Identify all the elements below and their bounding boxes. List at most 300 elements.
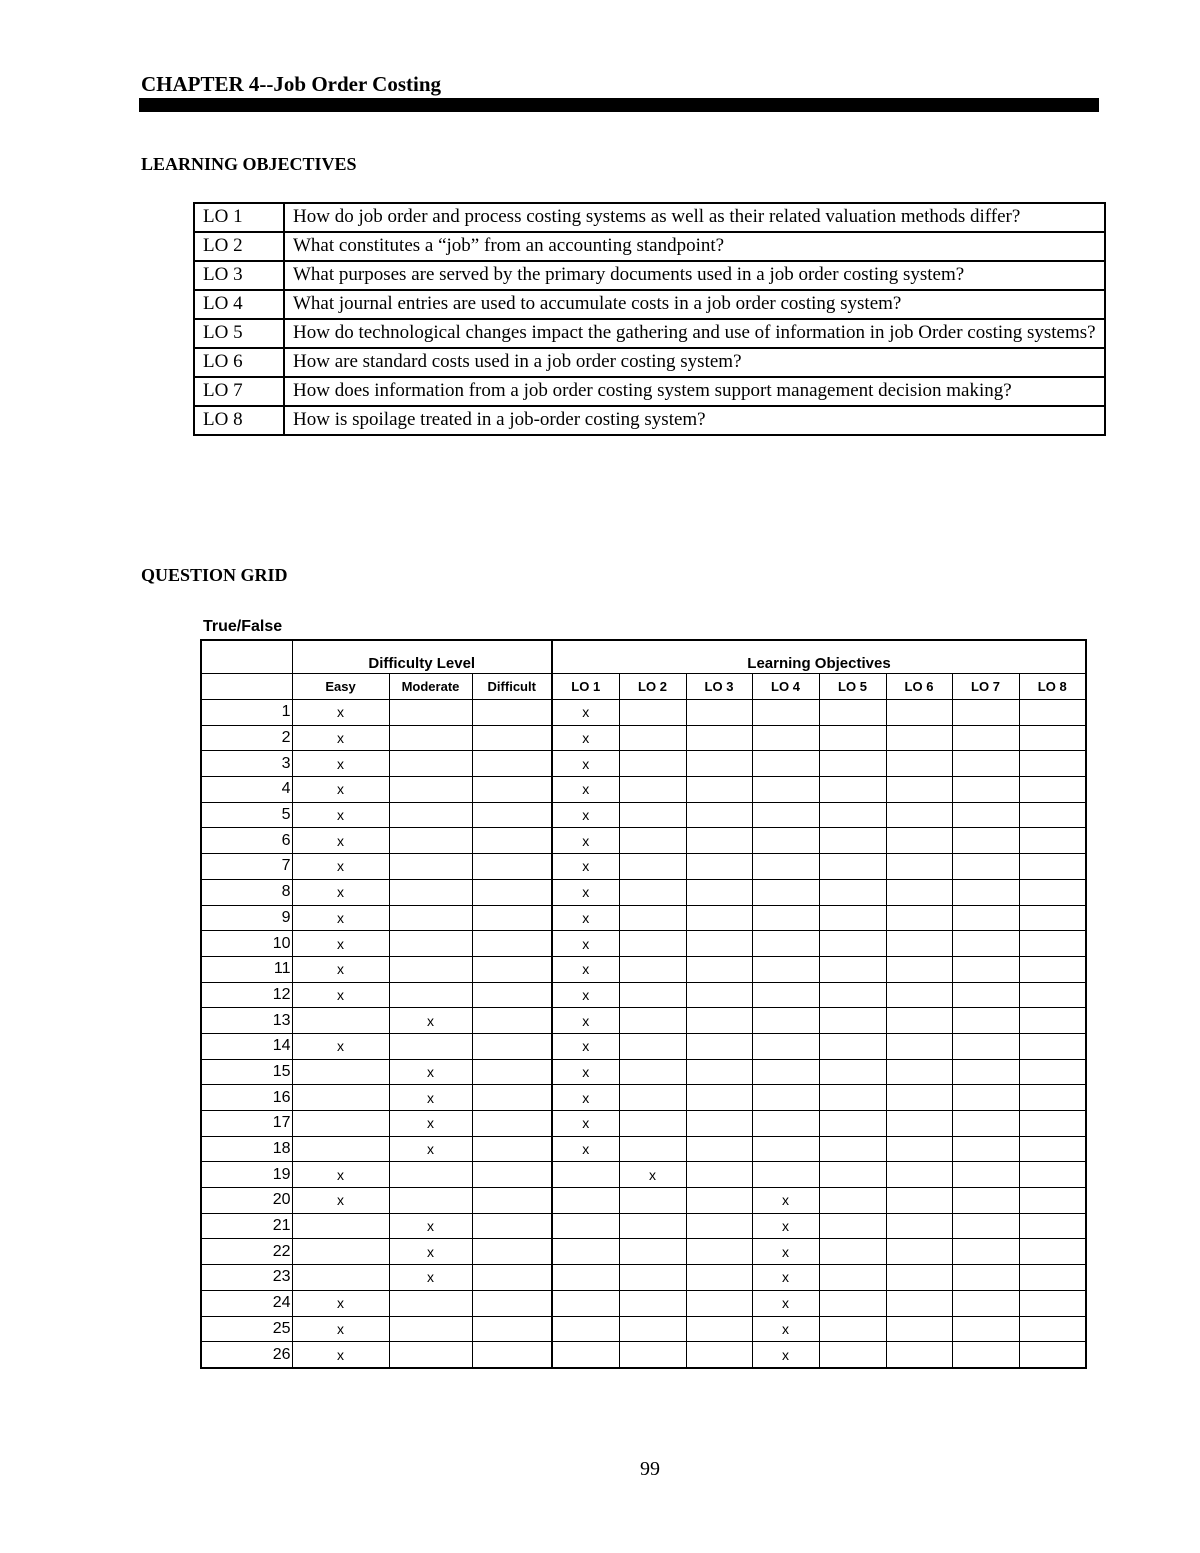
- question-number: 16: [201, 1085, 292, 1111]
- lo-cell: [752, 1008, 819, 1034]
- lo-cell: [1019, 982, 1086, 1008]
- lo-cell: [752, 828, 819, 854]
- lo-cell: [886, 854, 952, 880]
- lo-mark: x: [752, 1290, 819, 1316]
- difficulty-cell: [472, 1008, 552, 1034]
- difficulty-mark: x: [292, 879, 389, 905]
- difficulty-mark: x: [292, 828, 389, 854]
- difficulty-cell: [389, 879, 472, 905]
- lo-cell: [686, 1162, 752, 1188]
- lo-cell: [686, 1008, 752, 1034]
- question-number: 17: [201, 1111, 292, 1137]
- lo-code: LO 5: [194, 319, 284, 348]
- lo-mark: x: [752, 1265, 819, 1291]
- lo-cell: [952, 700, 1019, 726]
- difficulty-mark: x: [389, 1265, 472, 1291]
- difficulty-cell: [389, 956, 472, 982]
- lo-cell: [1019, 1136, 1086, 1162]
- grid-row: [201, 905, 1086, 931]
- grid-row: [201, 956, 1086, 982]
- grid-row: [201, 1342, 1086, 1368]
- lo-cell: [686, 1316, 752, 1342]
- lo-cell: [886, 931, 952, 957]
- lo-cell: [686, 1239, 752, 1265]
- lo-cell: [619, 1342, 686, 1368]
- lo-cell: [752, 1136, 819, 1162]
- lo-cell: [619, 751, 686, 777]
- difficulty-cell: [389, 931, 472, 957]
- lo-cell: [752, 1033, 819, 1059]
- lo-cell: [952, 1008, 1019, 1034]
- grid-row: [201, 1188, 1086, 1214]
- lo-code: LO 8: [194, 406, 284, 435]
- lo-cell: [886, 1316, 952, 1342]
- lo-description: What constitutes a “job” from an accounting standpoint?: [284, 232, 1105, 261]
- lo-cell: [819, 802, 886, 828]
- lo-cell: [619, 879, 686, 905]
- lo-cell: [819, 1162, 886, 1188]
- lo-cell: [686, 931, 752, 957]
- question-number: 4: [201, 777, 292, 803]
- lo-cell: [686, 982, 752, 1008]
- question-grid-table: [200, 639, 1087, 1369]
- lo-mark: x: [552, 854, 619, 880]
- lo-cell: [819, 1136, 886, 1162]
- lo-code: LO 6: [194, 348, 284, 377]
- lo-cell: [886, 982, 952, 1008]
- grid-row: [201, 1265, 1086, 1291]
- grid-row: [201, 982, 1086, 1008]
- lo-mark: x: [552, 777, 619, 803]
- lo-mark: x: [552, 1033, 619, 1059]
- question-number: 7: [201, 854, 292, 880]
- difficulty-cell: [292, 1213, 389, 1239]
- lo-description: How do technological changes impact the gathering and use of information in job Order costing systems?: [284, 319, 1105, 348]
- lo-cell: [819, 1290, 886, 1316]
- title-rule: [139, 98, 1099, 112]
- lo-cell: [819, 854, 886, 880]
- lo-description: How do job order and process costing systems as well as their related valuation methods differ?: [284, 203, 1105, 232]
- lo-cell: [952, 1033, 1019, 1059]
- difficulty-cell: [389, 1316, 472, 1342]
- lo-cell: [952, 1290, 1019, 1316]
- lo-cell: [952, 956, 1019, 982]
- difficulty-mark: x: [389, 1239, 472, 1265]
- difficulty-mark: x: [389, 1059, 472, 1085]
- lo-cell: [619, 1033, 686, 1059]
- difficulty-mark: x: [292, 854, 389, 880]
- lo-mark: x: [552, 956, 619, 982]
- grid-row: [201, 751, 1086, 777]
- lo-cell: [619, 725, 686, 751]
- lo-mark: x: [552, 725, 619, 751]
- lo-cell: [886, 1033, 952, 1059]
- question-number: 19: [201, 1162, 292, 1188]
- grid-row: [201, 1111, 1086, 1137]
- difficulty-cell: [472, 931, 552, 957]
- question-number: 8: [201, 879, 292, 905]
- difficulty-cell: [389, 802, 472, 828]
- question-number: 22: [201, 1239, 292, 1265]
- lo-cell: [819, 1008, 886, 1034]
- lo-cell: [619, 1316, 686, 1342]
- difficulty-cell: [389, 1162, 472, 1188]
- lo-cell: [1019, 751, 1086, 777]
- true-false-label: True/False: [203, 618, 283, 635]
- grid-row: [201, 802, 1086, 828]
- learning-objectives-heading: LEARNING OBJECTIVES: [141, 154, 357, 174]
- lo-row: [194, 232, 1105, 261]
- difficulty-mark: x: [389, 1213, 472, 1239]
- lo-cell: [752, 982, 819, 1008]
- difficulty-mark: x: [389, 1008, 472, 1034]
- difficulty-cell: [472, 854, 552, 880]
- lo-cell: [752, 725, 819, 751]
- lo-cell: [819, 879, 886, 905]
- lo-cell: [819, 1059, 886, 1085]
- lo-cell: [619, 1265, 686, 1291]
- difficulty-mark: x: [292, 777, 389, 803]
- difficulty-cell: [472, 1059, 552, 1085]
- grid-row: [201, 1162, 1086, 1188]
- lo-cell: [686, 1085, 752, 1111]
- grid-row: [201, 1059, 1086, 1085]
- lo-cell: [619, 777, 686, 803]
- lo-cell: [686, 751, 752, 777]
- difficulty-mark: x: [292, 982, 389, 1008]
- question-number: 9: [201, 905, 292, 931]
- difficulty-cell: [472, 982, 552, 1008]
- lo-cell: [952, 1059, 1019, 1085]
- lo-code: LO 2: [194, 232, 284, 261]
- lo-cell: [952, 1265, 1019, 1291]
- difficulty-mark: x: [292, 700, 389, 726]
- lo-cell: [886, 1008, 952, 1034]
- lo-column-header: LO 1: [552, 674, 619, 700]
- lo-code: LO 1: [194, 203, 284, 232]
- question-number: 1: [201, 700, 292, 726]
- lo-description: How does information from a job order costing system support management decision making?: [284, 377, 1105, 406]
- lo-mark: x: [552, 828, 619, 854]
- lo-cell: [619, 802, 686, 828]
- difficulty-mark: x: [389, 1111, 472, 1137]
- difficulty-mark: x: [292, 931, 389, 957]
- difficulty-mark: x: [292, 1033, 389, 1059]
- lo-cell: [952, 1213, 1019, 1239]
- lo-cell: [952, 1239, 1019, 1265]
- question-number: 21: [201, 1213, 292, 1239]
- lo-mark: x: [552, 751, 619, 777]
- question-number: 12: [201, 982, 292, 1008]
- lo-cell: [619, 1290, 686, 1316]
- difficulty-cell: [472, 1290, 552, 1316]
- grid-row: [201, 1033, 1086, 1059]
- lo-cell: [752, 751, 819, 777]
- grid-row: [201, 879, 1086, 905]
- lo-cell: [819, 700, 886, 726]
- difficulty-cell: [389, 751, 472, 777]
- lo-cell: [952, 828, 1019, 854]
- difficulty-cell: [389, 1342, 472, 1368]
- lo-cell: [1019, 1316, 1086, 1342]
- lo-cell: [819, 1213, 886, 1239]
- difficulty-mark: x: [292, 1162, 389, 1188]
- lo-column-header: LO 3: [686, 674, 752, 700]
- lo-mark: x: [552, 802, 619, 828]
- lo-cell: [619, 931, 686, 957]
- lo-cell: [752, 879, 819, 905]
- lo-cell: [819, 905, 886, 931]
- difficulty-cell: [292, 1008, 389, 1034]
- lo-cell: [1019, 1290, 1086, 1316]
- difficulty-cell: [389, 1290, 472, 1316]
- lo-cell: [819, 1033, 886, 1059]
- lo-cell: [619, 1085, 686, 1111]
- grid-row: [201, 700, 1086, 726]
- grid-row: [201, 1213, 1086, 1239]
- lo-cell: [1019, 1111, 1086, 1137]
- lo-cell: [1019, 777, 1086, 803]
- grid-row: [201, 725, 1086, 751]
- lo-mark: x: [752, 1316, 819, 1342]
- difficulty-cell: [389, 1033, 472, 1059]
- lo-cell: [752, 1059, 819, 1085]
- lo-cell: [952, 879, 1019, 905]
- lo-cell: [686, 1188, 752, 1214]
- lo-row: [194, 319, 1105, 348]
- lo-cell: [752, 956, 819, 982]
- difficulty-mark: x: [292, 1342, 389, 1368]
- difficulty-cell: [292, 1085, 389, 1111]
- chapter-title: CHAPTER 4--Job Order Costing: [141, 72, 442, 96]
- grid-row: [201, 1239, 1086, 1265]
- difficulty-cell: [472, 956, 552, 982]
- question-number: 23: [201, 1265, 292, 1291]
- grid-row: [201, 1136, 1086, 1162]
- lo-cell: [819, 1342, 886, 1368]
- difficulty-cell: [472, 1342, 552, 1368]
- grid-corner-cell: [201, 640, 292, 674]
- lo-description: What journal entries are used to accumulate costs in a job order costing system?: [284, 290, 1105, 319]
- lo-cell: [686, 1342, 752, 1368]
- difficulty-cell: [389, 905, 472, 931]
- lo-cell: [1019, 1059, 1086, 1085]
- lo-cell: [1019, 700, 1086, 726]
- difficulty-mark: x: [389, 1085, 472, 1111]
- difficulty-cell: [472, 1316, 552, 1342]
- lo-mark: x: [752, 1213, 819, 1239]
- lo-cell: [1019, 905, 1086, 931]
- lo-cell: [1019, 1085, 1086, 1111]
- lo-cell: [886, 1136, 952, 1162]
- lo-cell: [886, 879, 952, 905]
- lo-cell: [952, 931, 1019, 957]
- lo-mark: x: [552, 931, 619, 957]
- question-number: 6: [201, 828, 292, 854]
- lo-cell: [752, 1162, 819, 1188]
- lo-cell: [686, 956, 752, 982]
- lo-cell: [752, 1111, 819, 1137]
- lo-cell: [686, 1265, 752, 1291]
- lo-cell: [1019, 1188, 1086, 1214]
- lo-description: What purposes are served by the primary documents used in a job order costing system?: [284, 261, 1105, 290]
- difficulty-mark: x: [389, 1136, 472, 1162]
- lo-cell: [819, 931, 886, 957]
- lo-cell: [886, 751, 952, 777]
- lo-cell: [819, 1085, 886, 1111]
- lo-cell: [619, 1059, 686, 1085]
- difficulty-cell: [389, 828, 472, 854]
- difficulty-cell: [472, 1213, 552, 1239]
- lo-cell: [552, 1316, 619, 1342]
- difficulty-mark: x: [292, 1188, 389, 1214]
- lo-cell: [886, 1290, 952, 1316]
- difficulty-cell: [472, 879, 552, 905]
- question-number: 3: [201, 751, 292, 777]
- grid-row: [201, 1316, 1086, 1342]
- lo-cell: [686, 828, 752, 854]
- lo-cell: [886, 1162, 952, 1188]
- lo-cell: [619, 854, 686, 880]
- lo-mark: x: [752, 1342, 819, 1368]
- lo-cell: [1019, 854, 1086, 880]
- difficulty-mark: x: [292, 905, 389, 931]
- lo-cell: [886, 1265, 952, 1291]
- difficulty-cell: [292, 1059, 389, 1085]
- lo-cell: [1019, 931, 1086, 957]
- difficulty-cell: [292, 1239, 389, 1265]
- lo-cell: [619, 1213, 686, 1239]
- lo-mark: x: [552, 1059, 619, 1085]
- lo-mark: x: [752, 1239, 819, 1265]
- lo-cell: [752, 700, 819, 726]
- grid-subheader-row: [201, 674, 1086, 700]
- lo-cell: [886, 1085, 952, 1111]
- difficulty-cell: [389, 982, 472, 1008]
- grid-row: [201, 1008, 1086, 1034]
- lo-cell: [952, 802, 1019, 828]
- lo-code: LO 3: [194, 261, 284, 290]
- lo-cell: [552, 1162, 619, 1188]
- question-number: 14: [201, 1033, 292, 1059]
- lo-cell: [1019, 1162, 1086, 1188]
- question-number: 13: [201, 1008, 292, 1034]
- lo-cell: [1019, 956, 1086, 982]
- lo-cell: [886, 828, 952, 854]
- grid-row: [201, 777, 1086, 803]
- question-number: 26: [201, 1342, 292, 1368]
- lo-row: [194, 290, 1105, 319]
- lo-cell: [952, 1111, 1019, 1137]
- lo-cell: [819, 1239, 886, 1265]
- lo-cell: [619, 828, 686, 854]
- lo-row: [194, 203, 1105, 232]
- lo-cell: [1019, 879, 1086, 905]
- difficulty-cell: [389, 777, 472, 803]
- grid-row: [201, 1290, 1086, 1316]
- question-number: 11: [201, 956, 292, 982]
- lo-cell: [1019, 1265, 1086, 1291]
- lo-cell: [819, 725, 886, 751]
- lo-cell: [619, 956, 686, 982]
- difficulty-cell: [472, 1239, 552, 1265]
- lo-cell: [886, 725, 952, 751]
- lo-mark: x: [552, 1008, 619, 1034]
- lo-row: [194, 377, 1105, 406]
- difficulty-cell: [472, 1111, 552, 1137]
- difficulty-cell: [389, 1188, 472, 1214]
- question-number: 2: [201, 725, 292, 751]
- difficulty-cell: [389, 700, 472, 726]
- lo-cell: [952, 1342, 1019, 1368]
- lo-row: [194, 406, 1105, 435]
- lo-column-header: LO 6: [886, 674, 952, 700]
- lo-cell: [1019, 802, 1086, 828]
- lo-row: [194, 348, 1105, 377]
- difficulty-cell: [292, 1111, 389, 1137]
- lo-cell: [752, 854, 819, 880]
- lo-cell: [886, 1239, 952, 1265]
- question-grid-heading: QUESTION GRID: [141, 565, 288, 585]
- difficulty-cell: [472, 725, 552, 751]
- lo-code: LO 4: [194, 290, 284, 319]
- difficulty-cell: [472, 1265, 552, 1291]
- lo-cell: [886, 802, 952, 828]
- difficulty-cell: [472, 1188, 552, 1214]
- lo-cell: [686, 1033, 752, 1059]
- lo-cell: [619, 700, 686, 726]
- lo-cell: [952, 982, 1019, 1008]
- lo-cell: [552, 1213, 619, 1239]
- lo-cell: [886, 700, 952, 726]
- lo-cell: [1019, 1213, 1086, 1239]
- lo-cell: [1019, 1033, 1086, 1059]
- difficulty-mark: x: [292, 751, 389, 777]
- lo-mark: x: [552, 1111, 619, 1137]
- lo-cell: [686, 1213, 752, 1239]
- lo-cell: [819, 751, 886, 777]
- difficulty-cell: [472, 751, 552, 777]
- difficulty-cell: [389, 725, 472, 751]
- difficulty-mark: x: [292, 802, 389, 828]
- lo-mark: x: [552, 1085, 619, 1111]
- grid-row: [201, 854, 1086, 880]
- lo-cell: [952, 1085, 1019, 1111]
- lo-cell: [619, 1136, 686, 1162]
- grid-corner-cell: [201, 674, 292, 700]
- lo-cell: [886, 956, 952, 982]
- learning-objectives-header: Learning Objectives: [552, 640, 1086, 674]
- lo-cell: [686, 1059, 752, 1085]
- difficulty-cell: [472, 1162, 552, 1188]
- page-number: 99: [640, 1458, 660, 1480]
- lo-cell: [686, 725, 752, 751]
- lo-column-header: LO 7: [952, 674, 1019, 700]
- lo-column-header: LO 8: [1019, 674, 1086, 700]
- difficulty-cell: [472, 777, 552, 803]
- lo-cell: [752, 905, 819, 931]
- lo-cell: [686, 802, 752, 828]
- difficulty-column-header: Easy: [292, 674, 389, 700]
- question-number: 18: [201, 1136, 292, 1162]
- lo-cell: [552, 1290, 619, 1316]
- lo-cell: [619, 1188, 686, 1214]
- lo-cell: [952, 905, 1019, 931]
- lo-cell: [686, 777, 752, 803]
- difficulty-cell: [472, 700, 552, 726]
- lo-cell: [752, 1085, 819, 1111]
- lo-cell: [752, 931, 819, 957]
